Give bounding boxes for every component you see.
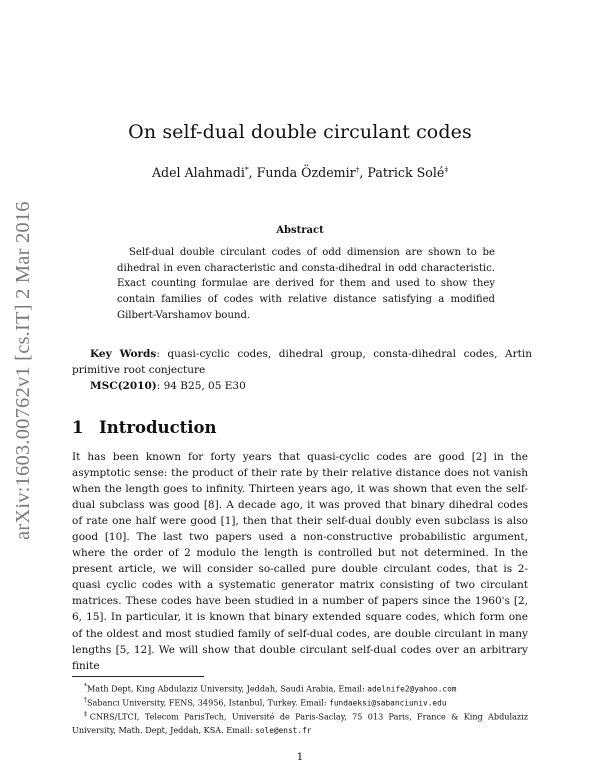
- footnote-email: adelnife2@yahoo.com: [367, 684, 457, 694]
- section-heading: [72, 418, 217, 437]
- section-number: 1: [72, 418, 84, 437]
- introduction-paragraph: It has been known for forty years that quasi-cyclic codes are good [2] in the asymptotic sense: the product of their rate by their relative distance does not vanish when the length goes to infinity. Thirteen years ago, it was shown that even the self-dual subclass was good [8]. A decade ago, it was proved that binary dihedral codes of rate one half were good [1], then that their self-dual doubly even subclass is also good [10]. The last two papers used a non-constructive probabilistic argument, where the order of 2 modulo the length is controlled but not determined. In the present article, we will consider so-called pure double circulant codes, that is 2-quasi cyclic codes with a systematic generator matrix consisting of two circulant matrices. These codes have been studied in a number of papers since the 1960's [2, 6, 15]. In particular, it is known that binary extended square codes, which form one of the oldest and most studied family of self-dual codes, are double circulant in many lengths [5, 12]. We will show that double circulant self-dual codes over an arbitrary finite: [72, 451, 528, 672]
- page-number: 1: [296, 751, 304, 763]
- footnote-text: Sabancı University, FENS, 34956, Istanbul, Turkey. Email:: [87, 697, 330, 708]
- footnote: [72, 708, 528, 738]
- keywords-block: [72, 347, 532, 378]
- footnote-mark: ‡: [84, 711, 90, 718]
- paper-title: On self-dual double circulant codes: [128, 121, 472, 143]
- author-name: Adel Alahmadi: [151, 165, 245, 181]
- author-name: Funda Özdemir: [256, 165, 356, 181]
- author-list: Adel Alahmadi*, Funda Özdemir†, Patrick Solé‡: [151, 165, 449, 181]
- section-title: Introduction: [99, 418, 217, 437]
- keywords-text: : quasi-cyclic codes, dihedral group, consta-dihedral codes, Artin primitive root conjecture: [72, 348, 533, 376]
- msc-label: MSC(2010): [90, 380, 157, 392]
- author-name: Patrick Solé: [367, 165, 445, 181]
- footnote-mark: *: [84, 683, 87, 690]
- abstract-heading: Abstract: [276, 225, 324, 236]
- arxiv-identifier-stamp: arXiv:1603.00762v1 [cs.IT] 2 Mar 2016: [12, 201, 34, 540]
- keywords-label: Key Words: [90, 348, 157, 360]
- abstract-text: Self-dual double circulant codes of odd dimension are shown to be dihedral in even characteristic and consta-dihedral in odd characteristic. Exact counting formulae are derived for them and used to show they contain families of codes with relative distance satisfying a modified Gilbert-Varshamov bound.: [117, 247, 495, 321]
- footnote-email: fundaeksi@sabanciuniv.edu: [329, 698, 447, 708]
- msc-block: [90, 379, 246, 395]
- msc-text: : 94 B25, 05 E30: [156, 380, 246, 392]
- affiliation-mark: †: [355, 165, 360, 174]
- footnote-text: CNRS/LTCI, Telecom ParisTech, Université de Paris-Saclay, 75 013 Paris, France & King Abdulaziz University, Math. Dept, Jeddah, KSA. Email:: [72, 711, 529, 736]
- footnote-text: Math Dept, King Abdulaziz University, Jeddah, Saudi Arabia, Email:: [87, 683, 368, 694]
- affiliation-mark: ‡: [444, 165, 449, 174]
- affiliation-mark: *: [244, 165, 249, 174]
- footnote-rule: [72, 676, 204, 677]
- footnote-email: sole@enst.fr: [255, 726, 312, 736]
- footnote-mark: †: [84, 697, 87, 704]
